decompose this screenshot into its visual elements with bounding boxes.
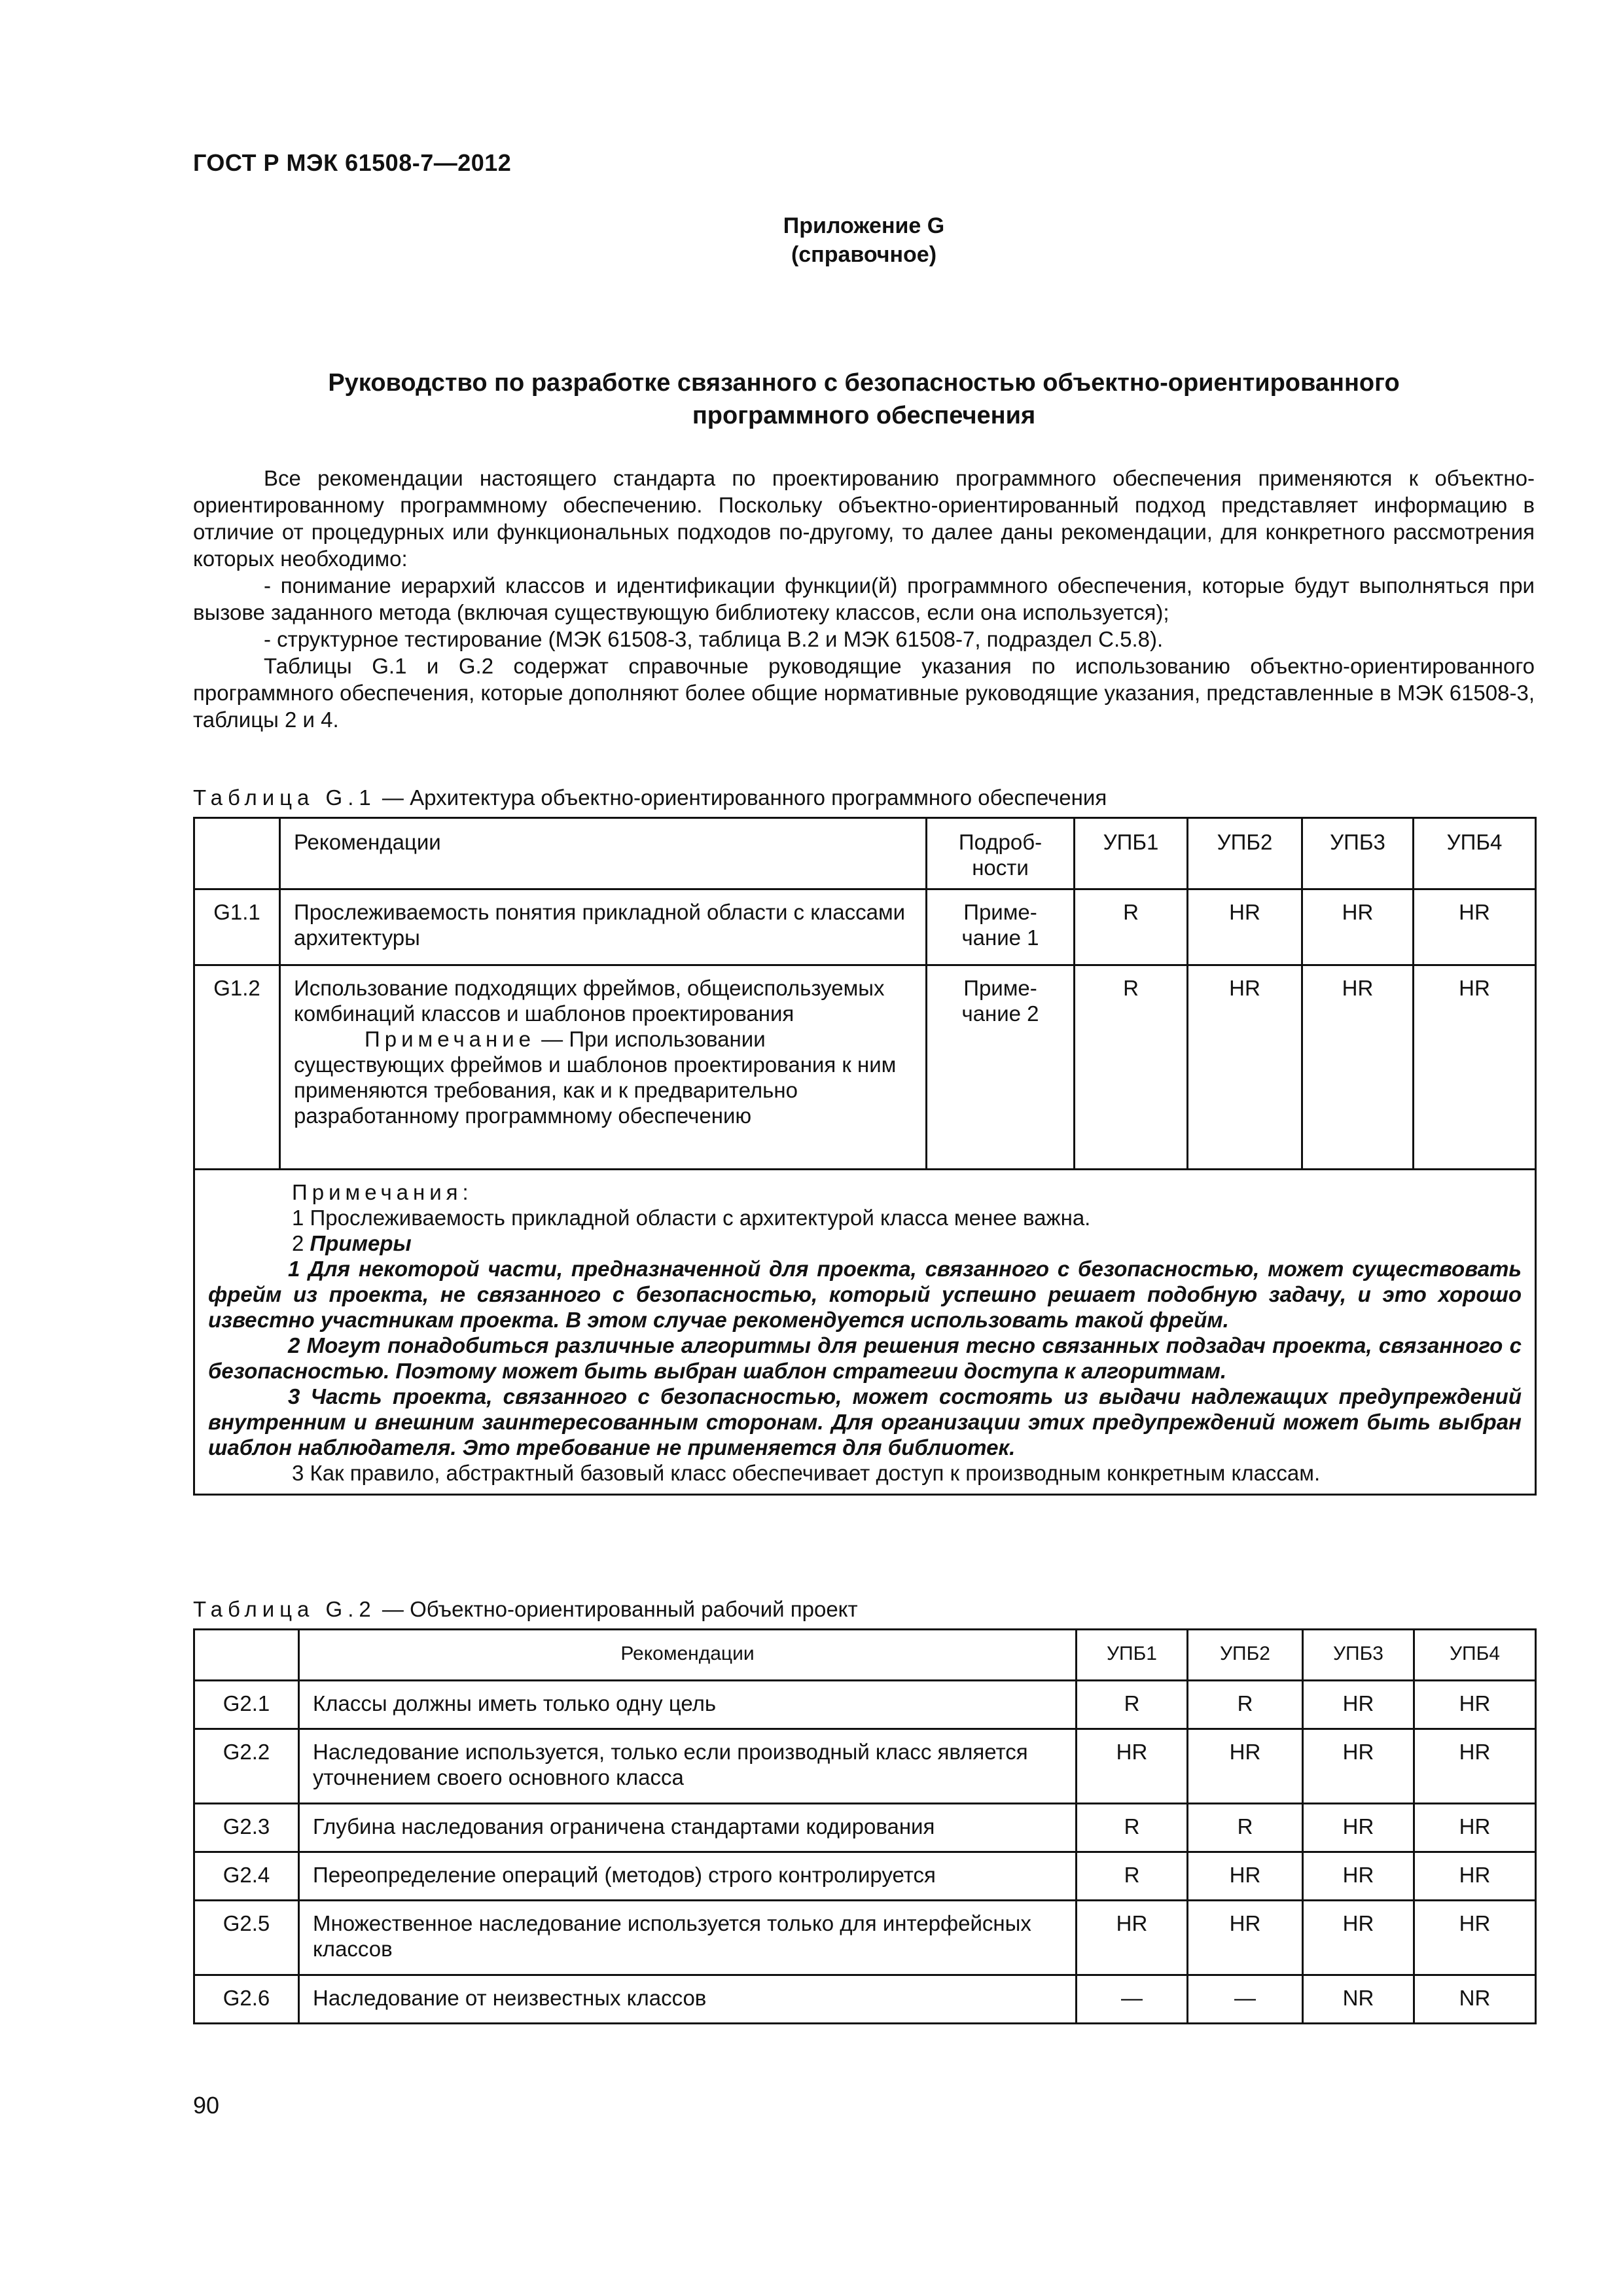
row-text: Наследование используется, только если производный класс является уточнением своего основного класса <box>299 1729 1077 1804</box>
table-1 <box>193 817 1537 1496</box>
sil4-value: HR <box>1414 1729 1536 1804</box>
table-1-header-sil3: УПБ3 <box>1302 818 1414 889</box>
sil2-value: HR <box>1188 965 1302 1170</box>
row-text: Переопределение операций (методов) строго контролируется <box>299 1852 1077 1901</box>
table-2-header-sil1: УПБ1 <box>1077 1630 1188 1681</box>
paragraph-4: Таблицы G.1 и G.2 содержат справочные руководящие указания по использованию объектно-ориентированного программного обеспечения, которые дополняют более общие нормативные руководящие указания, представленные в МЭК 61508-3, таблицы 2 и 4. <box>193 654 1535 732</box>
row-id: G2.5 <box>194 1901 299 1975</box>
sil4-value: HR <box>1414 1681 1536 1729</box>
sil1-value: R <box>1077 1852 1188 1901</box>
note-2-title: Примеры <box>310 1231 412 1255</box>
sil3-value: HR <box>1303 1729 1414 1804</box>
row-id: G2.1 <box>194 1681 299 1729</box>
table-row <box>194 1852 1536 1901</box>
document-header: ГОСТ Р МЭК 61508-7—2012 <box>193 149 512 176</box>
example-1: 1 Для некоторой части, предназначенной для проекта, связанного с безопасностью, может существовать фрейм из проекта, не связанного с безопасностью, который успешно решает подобную задачу, и это хорошо известно участникам проекта. В этом случае рекомендуется использовать такой фрейм. <box>208 1257 1522 1332</box>
row-note-text: — При использовании существующих фреймов и шаблонов проектирования к ним применяются требования, как и к предварительно разработанному программному обеспечению <box>294 1027 897 1128</box>
note-3: 3 Как правило, абстрактный базовый класс обеспечивает доступ к производным конкретным классам. <box>292 1461 1321 1485</box>
row-text: Классы должны иметь только одну цель <box>299 1681 1077 1729</box>
details-line-1: Приме- <box>963 900 1037 924</box>
sil3-value: HR <box>1302 889 1414 965</box>
sil2-value: HR <box>1188 1729 1303 1804</box>
row-text: Множественное наследование используется только для интерфейсных классов <box>299 1901 1077 1975</box>
row-text: Наследование от неизвестных классов <box>299 1975 1077 2024</box>
section-title <box>193 367 1535 432</box>
paragraph-1: Все рекомендации настоящего стандарта по проектированию программного обеспечения применяются к объектно-ориентированному программному обеспечению. Поскольку объектно-ориентированный подход представляет информацию в отличие от процедурных или функциональных подходов по-другому, то далее даны рекомендации, для конкретного рассмотрения которых необходимо: <box>193 466 1535 571</box>
sil3-value: HR <box>1303 1852 1414 1901</box>
sil2-value: R <box>1188 1804 1303 1852</box>
row-text: Использование подходящих фреймов, общеиспользуемых комбинаций классов и шаблонов проектирования <box>294 976 885 1026</box>
sil2-value: — <box>1188 1975 1303 2024</box>
details-line-2: чание 1 <box>961 925 1039 950</box>
sil2-value: R <box>1188 1681 1303 1729</box>
row-text: Прослеживаемость понятия прикладной области с классами архитектуры <box>280 889 927 965</box>
sil1-value: R <box>1077 1804 1188 1852</box>
paragraph-3: - структурное тестирование (МЭК 61508-3, таблица В.2 и МЭК 61508-7, подраздел С.5.8). <box>264 627 1164 651</box>
sil1-value: R <box>1077 1681 1188 1729</box>
table-2-header-row <box>194 1630 1536 1681</box>
note-2-number: 2 <box>292 1231 310 1255</box>
notes-label: Примечания: <box>292 1180 473 1204</box>
paragraph-2: - понимание иерархий классов и идентификации функции(й) программного обеспечения, которые будут выполняться при вызове заданного метода (включая существующую библиотеку классов, если она используется); <box>193 573 1535 624</box>
table-1-header-id <box>194 818 280 889</box>
sil3-value: HR <box>1303 1804 1414 1852</box>
intro-text <box>193 465 1535 733</box>
note-2 <box>208 1230 1522 1256</box>
table-1-header-row <box>194 818 1536 889</box>
table-1-header-sil2: УПБ2 <box>1188 818 1302 889</box>
sil4-value: HR <box>1414 1901 1536 1975</box>
table-row <box>194 889 1536 965</box>
sil4-value: HR <box>1414 965 1536 1170</box>
row-details <box>927 965 1075 1170</box>
row-text: Глубина наследования ограничена стандартами кодирования <box>299 1804 1077 1852</box>
table-1-notes <box>194 1170 1536 1495</box>
title-line-2: программного обеспечения <box>692 402 1036 429</box>
sil2-value: HR <box>1188 1852 1303 1901</box>
table-row <box>194 1975 1536 2024</box>
row-id: G1.2 <box>194 965 280 1170</box>
row-note-label: Примечание <box>365 1027 536 1051</box>
sil3-value: HR <box>1303 1681 1414 1729</box>
sil1-value: R <box>1075 889 1188 965</box>
row-id: G1.1 <box>194 889 280 965</box>
title-line-1: Руководство по разработке связанного с безопасностью объектно-ориентированного <box>328 369 1400 397</box>
table-2 <box>193 1628 1537 2024</box>
row-id: G2.6 <box>194 1975 299 2024</box>
example-2: 2 Могут понадобиться различные алгоритмы для решения тесно связанных подзадач проекта, связанного с безопасностью. Поэтому может быть выбран шаблон стратегии доступа к алгоритмам. <box>208 1333 1522 1383</box>
table-1-header-details <box>927 818 1075 889</box>
note-1: 1 Прослеживаемость прикладной области с архитектурой класса менее важна. <box>292 1206 1091 1230</box>
row-id: G2.3 <box>194 1804 299 1852</box>
sil2-value: HR <box>1188 1901 1303 1975</box>
table-2-header-recommendations: Рекомендации <box>299 1630 1077 1681</box>
sil3-value: HR <box>1302 965 1414 1170</box>
table-1-caption <box>193 785 1107 810</box>
annex-heading <box>0 211 1623 269</box>
details-line-2: чание 2 <box>961 1001 1039 1026</box>
table-row <box>194 965 1536 1170</box>
table-2-header-sil4: УПБ4 <box>1414 1630 1536 1681</box>
table-2-caption <box>193 1597 858 1622</box>
table-1-header-sil4: УПБ4 <box>1414 818 1536 889</box>
sil4-value: HR <box>1414 1852 1536 1901</box>
row-text-with-note <box>280 965 927 1170</box>
sil1-value: HR <box>1077 1901 1188 1975</box>
sil3-value: HR <box>1303 1901 1414 1975</box>
example-3: 3 Часть проекта, связанного с безопасностью, может состоять из выдачи надлежащих предупреждений внутренним и внешним заинтересованным сторонам. Для организации этих предупреждений может быть выбран шаблон наблюдателя. Это требование не применяется для библиотек. <box>208 1384 1522 1460</box>
row-details <box>927 889 1075 965</box>
table-1-caption-text: — Архитектура объектно-ориентированного программного обеспечения <box>376 785 1107 810</box>
sil1-value: R <box>1075 965 1188 1170</box>
table-row <box>194 1729 1536 1804</box>
table-1-notes-row <box>194 1170 1536 1495</box>
table-row <box>194 1681 1536 1729</box>
row-id: G2.4 <box>194 1852 299 1901</box>
annex-label: Приложение G <box>783 213 945 238</box>
row-note <box>294 1026 912 1128</box>
table-2-header-sil2: УПБ2 <box>1188 1630 1303 1681</box>
details-line-1: Приме- <box>963 976 1037 1000</box>
annex-type: (справочное) <box>791 242 937 267</box>
header-details-line-2: ности <box>972 855 1029 880</box>
sil4-value: HR <box>1414 1804 1536 1852</box>
table-1-caption-label: Таблица G.1 <box>193 785 376 810</box>
sil4-value: HR <box>1414 889 1536 965</box>
page-number: 90 <box>193 2092 220 2119</box>
table-row <box>194 1901 1536 1975</box>
table-2-caption-label: Таблица G.2 <box>193 1597 376 1621</box>
table-1-header-recommendations: Рекомендации <box>280 818 927 889</box>
table-1-header-sil1: УПБ1 <box>1075 818 1188 889</box>
sil3-value: NR <box>1303 1975 1414 2024</box>
sil2-value: HR <box>1188 889 1302 965</box>
row-id: G2.2 <box>194 1729 299 1804</box>
header-details-line-1: Подроб- <box>958 830 1043 854</box>
table-row <box>194 1804 1536 1852</box>
table-2-header-sil3: УПБ3 <box>1303 1630 1414 1681</box>
sil1-value: — <box>1077 1975 1188 2024</box>
sil1-value: HR <box>1077 1729 1188 1804</box>
table-2-caption-text: — Объектно-ориентированный рабочий проект <box>376 1597 858 1621</box>
sil4-value: NR <box>1414 1975 1536 2024</box>
table-2-header-id <box>194 1630 299 1681</box>
